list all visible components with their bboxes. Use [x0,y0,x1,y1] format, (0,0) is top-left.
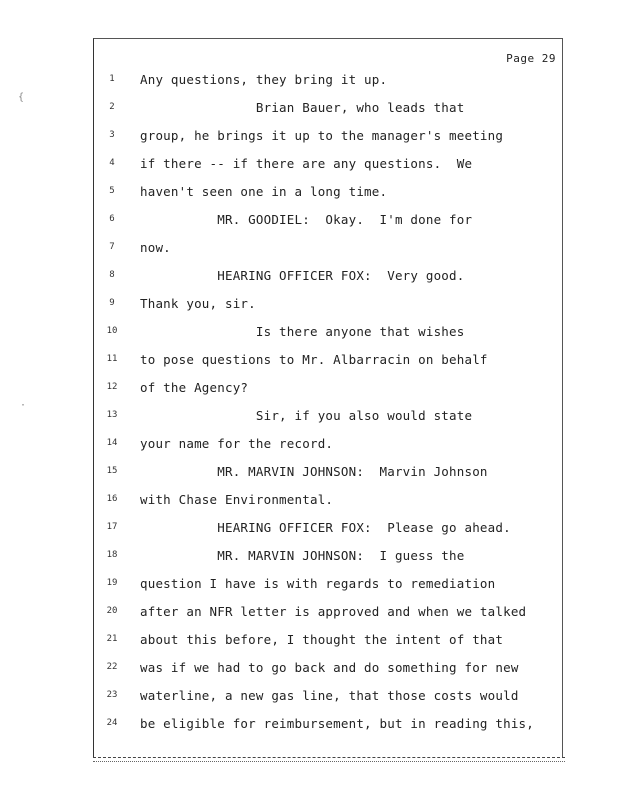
line-number: 23 [106,690,118,700]
transcript-line-text: group, he brings it up to the manager's meeting [140,128,504,143]
line-number: 15 [106,466,118,476]
line-number: 24 [106,718,118,728]
line-number: 5 [109,186,115,196]
transcript-line-text: HEARING OFFICER FOX: Very good. [140,268,465,283]
transcript-line-text: HEARING OFFICER FOX: Please go ahead. [140,520,511,535]
line-number: 14 [106,438,118,448]
page-bottom-border [93,757,565,762]
line-number: 8 [109,270,115,280]
transcript-line-text: question I have is with regards to remediation [140,576,496,591]
transcript-line-text: of the Agency? [140,380,249,395]
line-number: 18 [106,550,118,560]
line-number: 9 [109,298,115,308]
transcript-line-text: after an NFR letter is approved and when we talked [140,604,527,619]
line-number: 11 [106,354,118,364]
transcript-line-text: waterline, a new gas line, that those costs would [140,688,519,703]
transcript-line-text: was if we had to go back and do something for new [140,660,519,675]
transcript-line-text: Any questions, they bring it up. [140,72,388,87]
transcript-line-text: if there -- if there are any questions. We [140,156,473,171]
line-number: 12 [106,382,118,392]
transcript-line-text: Brian Bauer, who leads that [140,100,465,115]
transcript-line-text: haven't seen one in a long time. [140,184,388,199]
page-number: Page 29 [506,52,556,65]
transcript-line-text: MR. MARVIN JOHNSON: I guess the [140,548,465,563]
line-number: 4 [109,158,115,168]
transcript-page-frame [93,38,563,758]
line-number: 3 [109,130,115,140]
line-number: 19 [106,578,118,588]
transcript-line-text: MR. MARVIN JOHNSON: Marvin Johnson [140,464,488,479]
margin-mark: · [20,400,27,411]
transcript-line-text: MR. GOODIEL: Okay. I'm done for [140,212,473,227]
transcript-line-text: Is there anyone that wishes [140,324,465,339]
line-number: 6 [109,214,115,224]
line-number: 1 [109,74,115,84]
line-number: 22 [106,662,118,672]
line-number: 21 [106,634,118,644]
line-number: 13 [106,410,118,420]
transcript-line-text: Thank you, sir. [140,296,256,311]
line-number: 17 [106,522,118,532]
transcript-line-text: Sir, if you also would state [140,408,473,423]
line-number: 20 [106,606,118,616]
transcript-line-text: with Chase Environmental. [140,492,334,507]
transcript-line-text: about this before, I thought the intent of that [140,632,504,647]
transcript-line-text: now. [140,240,171,255]
transcript-line-text: to pose questions to Mr. Albarracin on behalf [140,352,488,367]
margin-mark: { [18,92,25,103]
line-number: 10 [106,326,118,336]
line-number: 2 [109,102,115,112]
transcript-line-text: your name for the record. [140,436,334,451]
transcript-line-text: be eligible for reimbursement, but in reading this, [140,716,535,731]
line-number: 16 [106,494,118,504]
line-number: 7 [109,242,115,252]
